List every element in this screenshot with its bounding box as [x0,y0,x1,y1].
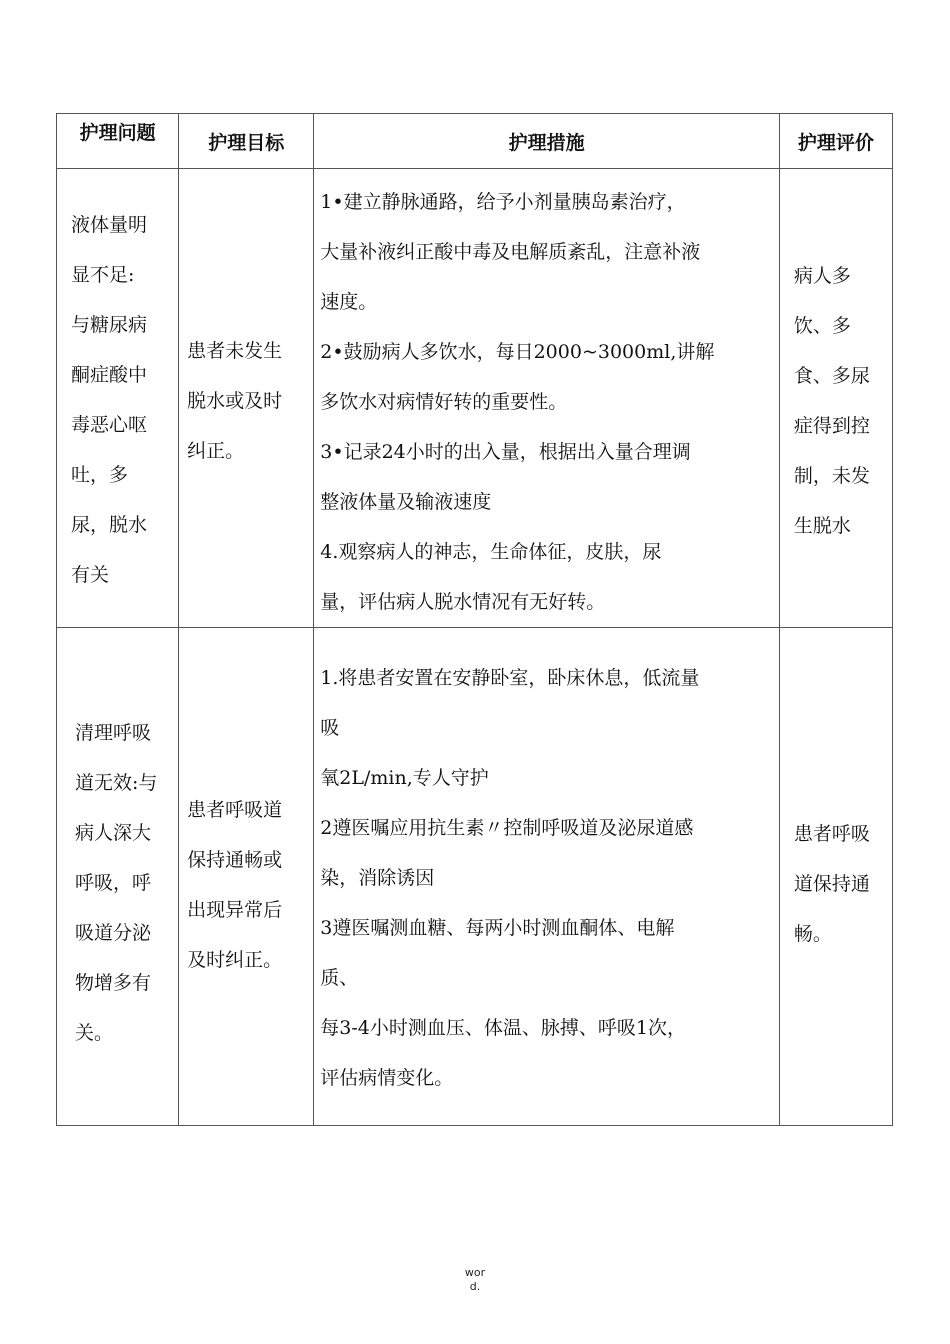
measures-text: 1.将患者安置在安静卧室，卧床休息，低流量 吸 氧2L/min,专人守护 2遵医嘱应用抗生素〃控制呼吸道及泌尿道感 染，消除诱因 3遵医嘱测血糖、每两小时测血酮体、电解 质、 每3-4小时测血压、体温、脉搏、呼吸1次， 评估病情变化。 [320,667,700,1089]
header-problem: 护理问题 [57,114,179,169]
cell-goal [179,628,314,1126]
goal-text: 患者呼吸道 保持通畅或 出现异常后 及时纠正。 [187,799,283,971]
evaluation-text: 病人多 饮、多 食、多尿 症得到控 制，未发 生脱水 [793,265,870,537]
cell-goal [179,169,314,628]
header-evaluation: 护理评价 [779,114,892,169]
nursing-care-table [56,113,893,1126]
goal-text: 患者未发生 脱水或及时 纠正。 [187,340,283,462]
table-header-row [57,114,893,169]
cell-evaluation [779,169,892,628]
header-measures: 护理措施 [314,114,780,169]
header-goal: 护理目标 [179,114,314,169]
cell-measures [314,628,780,1126]
problem-text: 清理呼吸 道无效:与 病人深大 呼吸，呼 吸道分泌 物增多有 关。 [75,722,158,1044]
cell-measures [314,169,780,628]
cell-evaluation [779,628,892,1126]
table-row [57,169,893,628]
measures-text: 1•建立静脉通路，给予小剂量胰岛素治疗， 大量补液纠正酸中毒及电解质紊乱，注意补液 速度。 2•鼓励病人多饮水，每日2000~3000ml,讲解 多饮水对病情好转的重要性。 3•记录24小时的出入量，根据出入量合理调 整液体量及输液速度 4.观察病人的神志，生命体征，皮肤，尿 量，评估病人脱水情况有无好转。 [320,191,715,613]
cell-problem [57,169,179,628]
page-footer: wor d. [464,1266,486,1293]
table-row [57,628,893,1126]
problem-text: 液体量明 显不足: 与糖尿病 酮症酸中 毒恶心呕 吐，多 尿，脱水 有关 [71,214,148,586]
cell-problem [57,628,179,1126]
evaluation-text: 患者呼吸 道保持通 畅。 [793,823,870,945]
